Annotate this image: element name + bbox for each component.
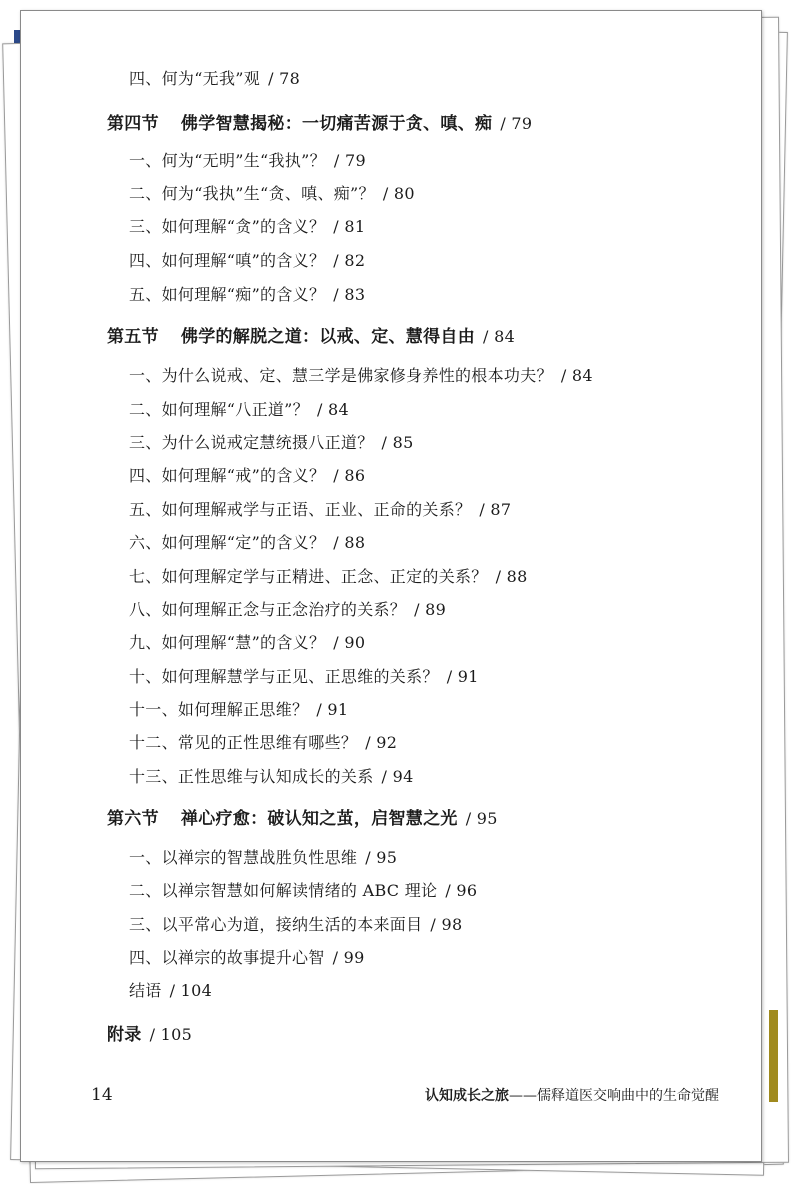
toc-page-number: / 84 xyxy=(316,400,350,419)
section-number: 第五节 xyxy=(107,327,159,347)
toc-item-label: 二、何为“我执”生“贪、嗔、痴”？ xyxy=(129,184,375,203)
toc-page-number: / 80 xyxy=(382,184,415,203)
book-title: 认知成长之旅 xyxy=(425,1088,509,1104)
toc-page-number: / 78 xyxy=(268,69,301,88)
toc-page-number: / 95 xyxy=(465,809,498,828)
toc-item-label: 六、如何理解“定”的含义？ xyxy=(129,533,326,552)
toc-item-label: 二、如何理解“八正道”？ xyxy=(129,400,309,419)
toc-item[interactable] xyxy=(129,466,365,486)
toc-item-label: 一、为什么说戒、定、慧三学是佛家修身养性的根本功夫？ xyxy=(129,366,553,385)
toc-item[interactable] xyxy=(129,700,348,720)
toc-item[interactable] xyxy=(129,733,397,753)
toc-section[interactable] xyxy=(107,327,515,347)
toc-page-number: / 90 xyxy=(333,633,366,652)
toc-page-number: / 95 xyxy=(365,848,398,867)
toc-item-label: 十二、常见的正性思维有哪些？ xyxy=(129,733,358,752)
toc-page-number: / 81 xyxy=(333,217,366,236)
toc-item-label: 七、如何理解定学与正精进、正念、正定的关系？ xyxy=(129,567,488,586)
toc-item-label: 四、如何理解“嗔”的含义？ xyxy=(129,251,326,270)
toc-item-label: 五、如何理解“痴”的含义？ xyxy=(129,285,326,304)
toc-page-number: / 84 xyxy=(560,366,593,385)
toc-item[interactable] xyxy=(129,400,349,420)
toc-page-number: / 89 xyxy=(414,600,447,619)
toc-item-label: 四、何为“无我”观 xyxy=(129,69,261,88)
toc-item-label: 结语 xyxy=(129,981,162,1000)
toc-item[interactable] xyxy=(129,881,477,901)
toc-page-number: / 85 xyxy=(381,433,414,452)
running-footer xyxy=(425,1085,719,1105)
toc-page-number: / 104 xyxy=(169,981,213,1000)
toc-page-number: / 86 xyxy=(333,466,366,485)
toc-item[interactable] xyxy=(129,915,462,935)
toc-item[interactable] xyxy=(129,767,414,787)
toc-item-label: 十、如何理解慧学与正见、正思维的关系？ xyxy=(129,667,439,686)
section-number: 第六节 xyxy=(107,809,159,829)
title-dash: —— xyxy=(509,1088,537,1104)
toc-page-number: / 98 xyxy=(430,915,463,934)
toc-item-label: 三、如何理解“贪”的含义？ xyxy=(129,217,326,236)
toc-item-label: 五、如何理解戒学与正语、正业、正命的关系？ xyxy=(129,500,472,519)
toc-item[interactable] xyxy=(129,184,415,204)
toc-item-label: 一、以禅宗的智慧战胜负性思维 xyxy=(129,848,358,867)
toc-item[interactable] xyxy=(129,433,414,453)
toc-item-label: 十一、如何理解正思维？ xyxy=(129,700,309,719)
toc-page-number: / 96 xyxy=(445,881,478,900)
section-title: 佛学智慧揭秘：一切痛苦源于贪、嗔、痴 xyxy=(180,114,493,134)
toc-item[interactable] xyxy=(129,667,479,687)
toc-item-label: 十三、正性思维与认知成长的关系 xyxy=(129,767,374,786)
toc-item[interactable] xyxy=(129,981,212,1001)
toc-page-number: / 94 xyxy=(381,767,414,786)
toc-page-number: / 88 xyxy=(495,567,528,586)
toc-page-number: / 84 xyxy=(483,327,516,346)
toc-item-label: 三、为什么说戒定慧统摄八正道？ xyxy=(129,433,374,452)
toc-section[interactable] xyxy=(107,114,532,134)
toc-item[interactable] xyxy=(129,366,593,386)
toc-item-label: 三、以平常心为道，接纳生活的本来面目 xyxy=(129,915,423,934)
section-number: 第四节 xyxy=(107,114,159,134)
toc-item[interactable] xyxy=(129,151,366,171)
toc-item-label: 四、以禅宗的故事提升心智 xyxy=(129,948,325,967)
cover-edge-right xyxy=(769,1010,778,1102)
appendix-label: 附录 xyxy=(107,1025,142,1045)
toc-page-number: / 87 xyxy=(479,500,512,519)
toc-appendix[interactable] xyxy=(107,1025,192,1045)
toc-page-number: / 91 xyxy=(316,700,349,719)
toc-page-number: / 92 xyxy=(365,733,398,752)
toc-item[interactable] xyxy=(129,567,528,587)
toc-page xyxy=(20,10,762,1162)
toc-item-label: 八、如何理解正念与正念治疗的关系？ xyxy=(129,600,407,619)
toc-page-number: / 82 xyxy=(333,251,366,270)
section-title: 禅心疗愈：破认知之茧，启智慧之光 xyxy=(180,809,458,829)
toc-item[interactable] xyxy=(129,251,365,271)
toc-item[interactable] xyxy=(129,948,365,968)
toc-page-number: / 79 xyxy=(500,114,533,133)
toc-page-number: / 99 xyxy=(332,948,365,967)
toc-item[interactable] xyxy=(129,285,365,305)
book-subtitle: 儒释道医交响曲中的生命觉醒 xyxy=(537,1088,719,1104)
toc-item-label: 九、如何理解“慧”的含义？ xyxy=(129,633,326,652)
toc-item-label: 二、以禅宗智慧如何解读情绪的 ABC 理论 xyxy=(129,881,438,900)
toc-item[interactable] xyxy=(129,633,365,653)
toc-page-number: / 79 xyxy=(333,151,366,170)
toc-item[interactable] xyxy=(129,500,511,520)
toc-item[interactable] xyxy=(129,69,300,89)
toc-item-label: 一、何为“无明”生“我执”？ xyxy=(129,151,326,170)
toc-item[interactable] xyxy=(129,217,365,237)
toc-item[interactable] xyxy=(129,533,365,553)
toc-section[interactable] xyxy=(107,809,498,829)
page-number: 14 xyxy=(91,1085,113,1105)
toc-page-number: / 83 xyxy=(333,285,366,304)
toc-page-number: / 91 xyxy=(446,667,479,686)
toc-item[interactable] xyxy=(129,848,397,868)
section-title: 佛学的解脱之道：以戒、定、慧得自由 xyxy=(180,327,476,347)
toc-item-label: 四、如何理解“戒”的含义？ xyxy=(129,466,326,485)
toc-page-number: / 88 xyxy=(333,533,366,552)
toc-page-number: / 105 xyxy=(149,1025,193,1044)
toc-item[interactable] xyxy=(129,600,446,620)
